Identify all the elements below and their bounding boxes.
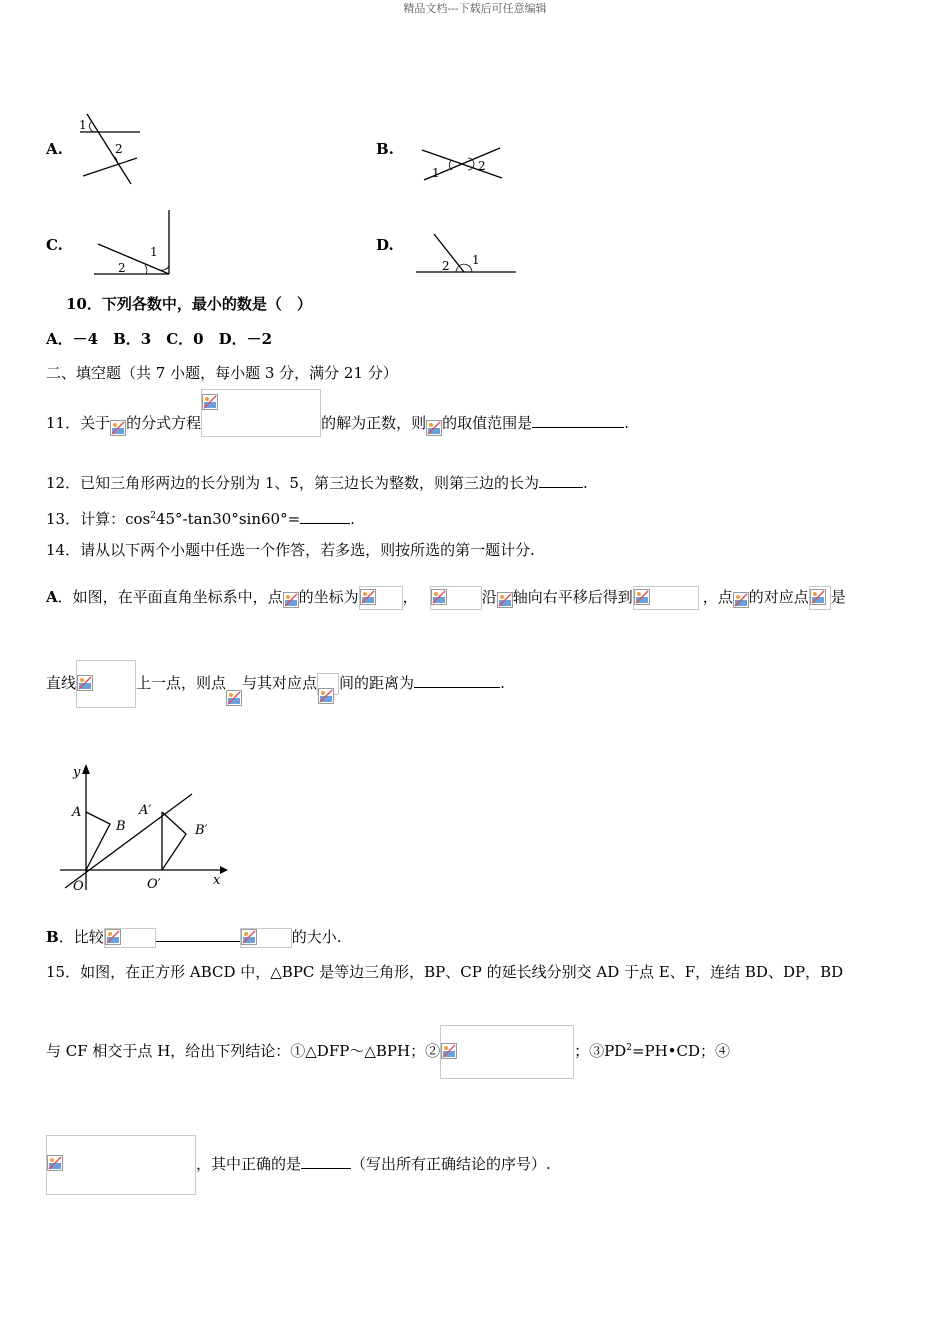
angle-1-label: 1 (79, 118, 87, 132)
question-10: 10．下列各数中，最小的数是（ ） (66, 295, 312, 313)
broken-image-icon (283, 590, 299, 606)
q15-text: ，其中正确的是 (196, 1155, 302, 1173)
broken-image-icon (110, 416, 126, 432)
answer-blank[interactable] (539, 472, 583, 488)
question-14-intro: 14．请从以下两个小题中任选一个作答，若多选，则按所选的第一题计分. (46, 541, 535, 559)
translated-triangle-image-placeholder (633, 586, 699, 610)
option-b-figure (418, 140, 508, 188)
part-b-label: B (46, 928, 59, 946)
q11-text-4: 的取值范围是 (442, 414, 533, 432)
q14a-text: 的坐标为 (298, 588, 359, 606)
broken-image-icon (426, 416, 442, 432)
q14a-text: 间的距离为 (339, 674, 415, 692)
q15-text: ；③PD (574, 1042, 627, 1060)
angle-1-label: 1 (472, 253, 480, 267)
question-14-b (46, 926, 341, 948)
page-header: 精品文档---下载后可任意编辑 (403, 2, 547, 15)
q14a-text: 轴向右平移后得到 (512, 588, 633, 606)
question-15-line-3 (46, 1134, 551, 1195)
q15-text: 与 CF 相交于点 H，给出下列结论：①△DFP～△BPH；② (46, 1042, 441, 1060)
value-image-placeholder (240, 928, 292, 948)
triangle-image-placeholder (430, 586, 482, 610)
answer-blank[interactable] (156, 926, 240, 942)
point-a-prime-label: A′ (139, 803, 152, 818)
q13-superscript: 2 (150, 511, 156, 521)
q15-text: （写出所有正确结论的序号）. (351, 1155, 551, 1173)
q14b-text: ．比较 (58, 928, 104, 946)
broken-image-icon (226, 676, 242, 692)
part-a-label: A (46, 588, 58, 606)
q14a-text: 沿 (481, 588, 497, 606)
q11-text-5: . (624, 414, 629, 432)
y-axis-label: y (73, 765, 81, 780)
broken-image-icon (497, 590, 513, 606)
option-a-figure (75, 108, 145, 188)
option-d-figure (414, 232, 520, 276)
q14a-text: ．如图，在平面直角坐标系中，点 (57, 588, 283, 606)
q15-superscript: 2 (626, 1043, 632, 1053)
angle-2-label: 2 (442, 259, 450, 273)
q14a-text: 上一点，则点 (136, 674, 227, 692)
question-11 (46, 408, 629, 438)
broken-image-icon (733, 590, 749, 606)
q11-text-1: 11．关于 (46, 414, 111, 432)
question-14-a-line-1 (46, 584, 846, 610)
q14a-text: 的对应点 (748, 588, 809, 606)
value-image-placeholder (104, 928, 156, 948)
equation-image-placeholder (201, 389, 321, 437)
option-d-label: D. (376, 236, 394, 254)
option-b-label: B. (376, 140, 394, 158)
question-15-line-1: 15．如图，在正方形 ABCD 中，△BPC 是等边三角形，BP、CP 的延长线分别交 AD 于点 E、F，连结 BD、DP，BD (46, 963, 844, 981)
q13-text-1: 13．计算：cos (46, 510, 151, 528)
angle-2-label: 2 (118, 261, 126, 275)
question-15-line-2 (46, 1020, 730, 1079)
angle-1-label: 1 (150, 245, 158, 259)
option-c-label: C. (46, 236, 63, 254)
q13-text-2: 45°-tan30°sin60°= (155, 510, 301, 528)
question-13 (46, 506, 355, 529)
q13-text-3: . (350, 510, 355, 528)
answer-blank[interactable] (300, 508, 350, 524)
q11-text-2: 的分式方程 (126, 414, 202, 432)
option-c-figure (90, 208, 180, 280)
q12-text-2: . (582, 474, 588, 492)
point-o-prime-label: O′ (147, 877, 161, 892)
conclusion-4-image-placeholder (46, 1135, 196, 1195)
point-image-placeholder (317, 673, 339, 695)
q14a-text: ， (402, 588, 418, 606)
q14b-text: 的大小. (291, 928, 342, 946)
point-image-placeholder (809, 586, 831, 610)
q12-text-1: 12．已知三角形两边的长分别为 1、5，第三边长为整数，则第三边的长为 (46, 474, 539, 492)
q14a-text: 是 (830, 588, 846, 606)
section-2-title: 二、填空题（共 7 小题，每小题 3 分，满分 21 分） (46, 364, 398, 382)
point-b-label: B (116, 819, 126, 834)
point-b-prime-label: B′ (195, 823, 208, 838)
angle-1-label: 1 (432, 166, 440, 180)
answer-blank[interactable] (301, 1153, 351, 1169)
q11-text-3: 的解为正数，则 (321, 414, 427, 432)
q15-text: =PH•CD；④ (631, 1042, 731, 1060)
option-a-label: A. (46, 140, 63, 158)
question-12 (46, 472, 588, 493)
answer-blank[interactable] (414, 672, 500, 688)
coordinate-graph (55, 760, 230, 900)
q14a-text: 与其对应点 (242, 674, 318, 692)
q14a-text: 直线 (46, 674, 77, 692)
coordinate-image-placeholder (359, 586, 403, 610)
q14a-text: . (500, 674, 505, 692)
angle-2-label: 2 (115, 142, 123, 156)
question-10-choices: A．－4 B．3 C．0 D．－2 (46, 330, 273, 348)
angle-2-label: 2 (478, 159, 486, 173)
conclusion-2-image-placeholder (440, 1025, 574, 1079)
question-14-a-line-2 (46, 658, 505, 708)
origin-label: O (73, 879, 84, 894)
x-axis-label: x (213, 873, 221, 888)
point-a-label: A (72, 805, 82, 820)
line-equation-image-placeholder (76, 660, 136, 708)
q14a-text: ，点 (702, 588, 733, 606)
answer-blank[interactable] (532, 412, 624, 428)
